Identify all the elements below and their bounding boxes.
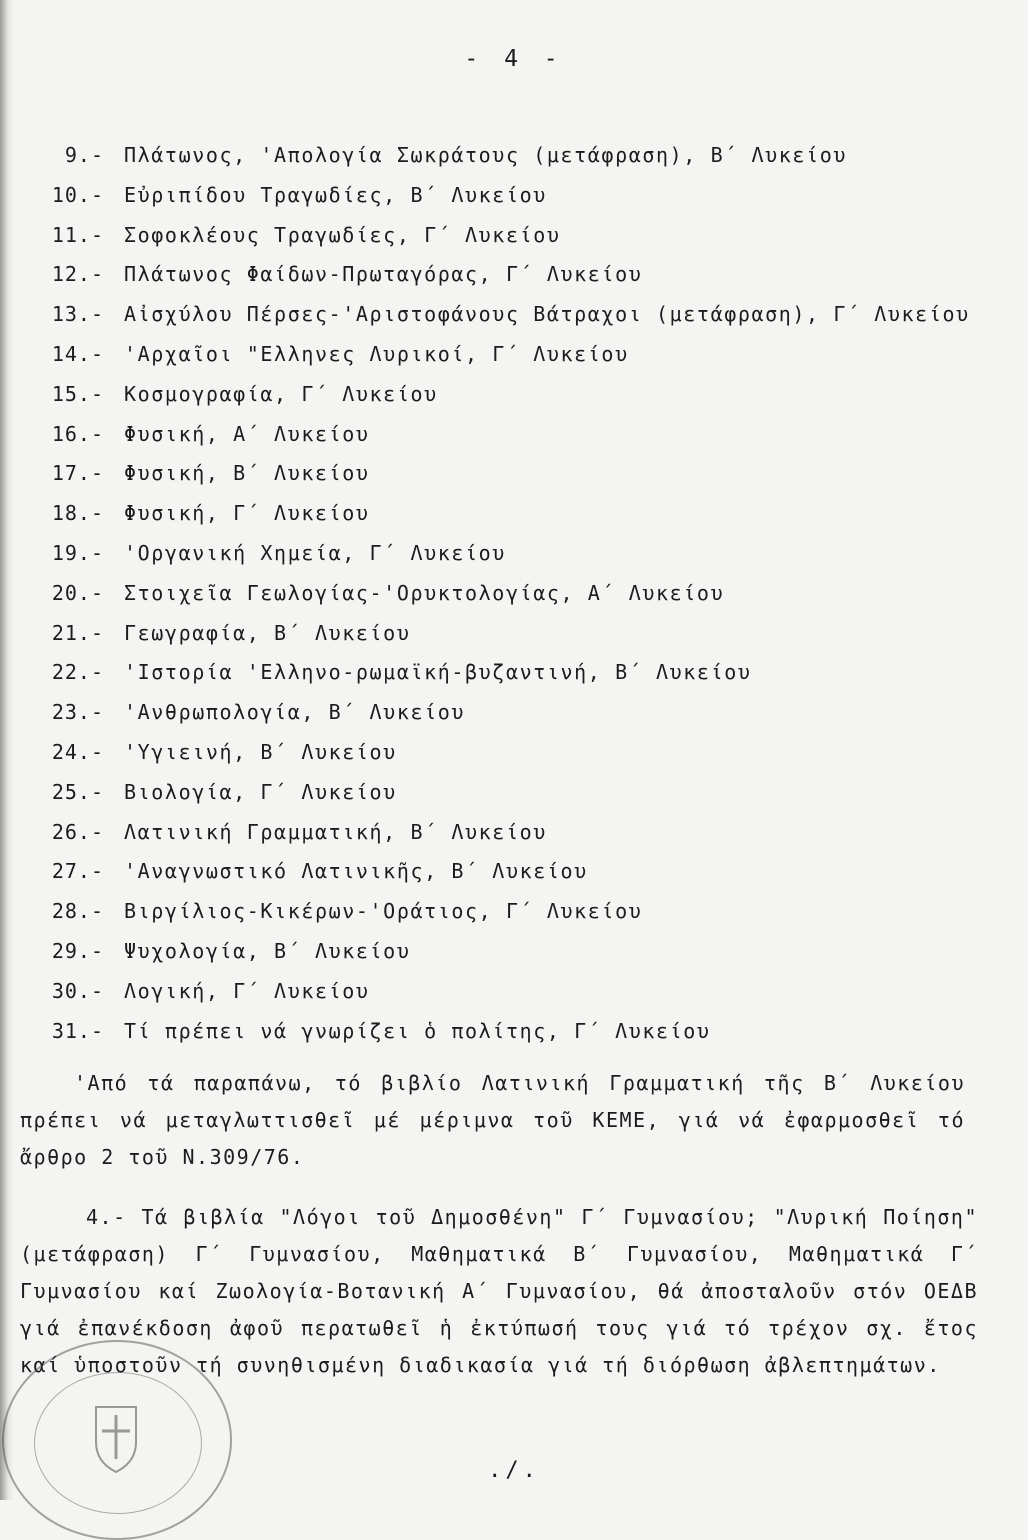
book-item-number: 17.-	[51, 461, 104, 486]
book-item-title: Φυσική, Β΄ Λυκείου	[124, 461, 370, 486]
book-item-title: 'Οργανική Χημεία, Γ΄ Λυκείου	[124, 540, 506, 565]
book-item-number: 25.-	[51, 779, 104, 804]
book-list-item	[20, 733, 1010, 773]
book-item-title: 'Υγιεινή, Β΄ Λυκείου	[124, 739, 397, 764]
book-item-title: Στοιχεῖα Γεωλογίας-'Ορυκτολογίας, Α΄ Λυκείου	[124, 580, 725, 605]
book-item-number: 11.-	[51, 222, 104, 247]
book-item-number: 13.-	[51, 302, 104, 327]
book-list-item	[20, 813, 1010, 853]
page-continuation-mark: ./.	[488, 1458, 540, 1483]
book-list-item	[20, 136, 1010, 176]
book-item-title: 'Αναγνωστικό Λατινικῆς, Β΄ Λυκείου	[124, 859, 588, 884]
book-item-title: Πλάτωνος Φαίδων-Πρωταγόρας, Γ΄ Λυκείου	[124, 262, 643, 287]
book-item-number: 12.-	[51, 262, 104, 287]
book-list-item	[20, 852, 1010, 892]
book-item-number: 29.-	[51, 938, 104, 963]
book-item-number: 23.-	[51, 700, 104, 725]
page-number: - 4 -	[464, 46, 564, 72]
book-item-title: Βιργίλιος-Κικέρων-'Οράτιος, Γ΄ Λυκείου	[124, 899, 643, 924]
book-item-title: Ψυχολογία, Β΄ Λυκείου	[124, 938, 411, 963]
book-item-number: 20.-	[51, 580, 104, 605]
book-list	[20, 136, 1010, 1051]
book-item-title: Φυσική, Γ΄ Λυκείου	[124, 501, 370, 526]
book-list-item	[20, 216, 1010, 256]
book-list-item	[20, 1012, 1010, 1052]
book-list-item	[20, 255, 1010, 295]
official-seal-stamp	[2, 1340, 232, 1540]
book-list-item	[20, 494, 1010, 534]
book-list-item	[20, 932, 1010, 972]
book-item-number: 24.-	[51, 739, 104, 764]
book-item-title: 'Αρχαῖοι "Ελληνες Λυρικοί, Γ΄ Λυκείου	[124, 341, 629, 366]
book-item-number: 16.-	[51, 421, 104, 446]
book-list-item	[20, 693, 1010, 733]
paragraph-section-4: 4.- Τά βιβλία "Λόγοι τοῦ Δημοσθένη" Γ΄ Γυμνασίου; "Λυρική Ποίηση" (μετάφραση) Γ΄ Γυμνασίου, Μαθηματικά Β΄ Γυμνασίου, Μαθηματικά Γ΄ Γυμνασίου καί Ζωολογία-Βοτανική Α΄ Γυμνασίου, θά ἀποσταλοῦν στόν ΟΕΔΒ γιά ἐπανέκδοση ἀφοῦ περατωθεῖ ἡ ἐκτύπωσή τους γιά τό τρέχον σχ. ἔτος καί ὑποστοῦν τή συνηθισμένη διαδικασία γιά τή διόρθωση ἀβλεπτημάτων.	[20, 1205, 978, 1377]
book-list-item	[20, 534, 1010, 574]
book-item-title: Εὐριπίδου Τραγωδίες, Β΄ Λυκείου	[124, 182, 547, 207]
book-item-number: 19.-	[51, 540, 104, 565]
book-list-item	[20, 773, 1010, 813]
book-item-title: Πλάτωνος, 'Απολογία Σωκράτους (μετάφραση), Β΄ Λυκείου	[124, 143, 847, 167]
book-list-item	[20, 653, 1010, 693]
page-edge-shadow	[0, 0, 14, 1500]
book-list-item	[20, 176, 1010, 216]
paragraph-latin-grammar: 'Από τά παραπάνω, τό βιβλίο Λατινική Γραμματική τῆς Β΄ Λυκείου πρέπει νά μεταγλωττισθεῖ μέ μέριμνα τοῦ ΚΕΜΕ, γιά νά ἐφαρμοσθεῖ τό ἄρθρο 2 τοῦ Ν.309/76.	[20, 1071, 965, 1169]
book-item-title: Κοσμογραφία, Γ΄ Λυκείου	[124, 381, 438, 406]
book-item-title: Τί πρέπει νά γνωρίζει ὁ πολίτης, Γ΄ Λυκείου	[124, 1018, 711, 1043]
book-item-number: 22.-	[51, 660, 104, 685]
book-item-title: 'Ιστορία 'Ελληνο-ρωμαϊκή-βυζαντινή, Β΄ Λυκείου	[124, 660, 752, 685]
book-item-title: 'Ανθρωπολογία, Β΄ Λυκείου	[124, 700, 466, 725]
book-item-title: Αἰσχύλου Πέρσες-'Αριστοφάνους Βάτραχοι (μετάφραση), Γ΄ Λυκείου	[124, 302, 970, 327]
book-item-title: Βιολογία, Γ΄ Λυκείου	[124, 779, 397, 804]
book-list-item	[20, 295, 1010, 335]
book-list-item	[20, 614, 1010, 654]
book-item-number: 30.-	[51, 978, 104, 1003]
book-item-number: 9.-	[64, 143, 104, 167]
book-item-title: Σοφοκλέους Τραγωδίες, Γ΄ Λυκείου	[124, 222, 561, 247]
book-item-number: 14.-	[51, 341, 104, 366]
book-item-number: 26.-	[51, 819, 104, 844]
book-list-item	[20, 892, 1010, 932]
book-item-title: Γεωγραφία, Β΄ Λυκείου	[124, 620, 411, 645]
book-list-item	[20, 375, 1010, 415]
book-item-number: 28.-	[51, 899, 104, 924]
book-item-number: 21.-	[51, 620, 104, 645]
book-item-number: 15.-	[51, 381, 104, 406]
book-item-number: 10.-	[51, 182, 104, 207]
book-item-number: 31.-	[51, 1018, 104, 1043]
book-list-item	[20, 574, 1010, 614]
book-list-item	[20, 972, 1010, 1012]
book-item-title: Φυσική, Α΄ Λυκείου	[124, 421, 370, 446]
book-list-item	[20, 335, 1010, 375]
book-item-number: 18.-	[51, 501, 104, 526]
book-item-title: Λογική, Γ΄ Λυκείου	[124, 978, 370, 1003]
book-list-item	[20, 454, 1010, 494]
book-item-number: 27.-	[51, 859, 104, 884]
book-item-title: Λατινική Γραμματική, Β΄ Λυκείου	[124, 819, 547, 844]
book-list-item	[20, 415, 1010, 455]
